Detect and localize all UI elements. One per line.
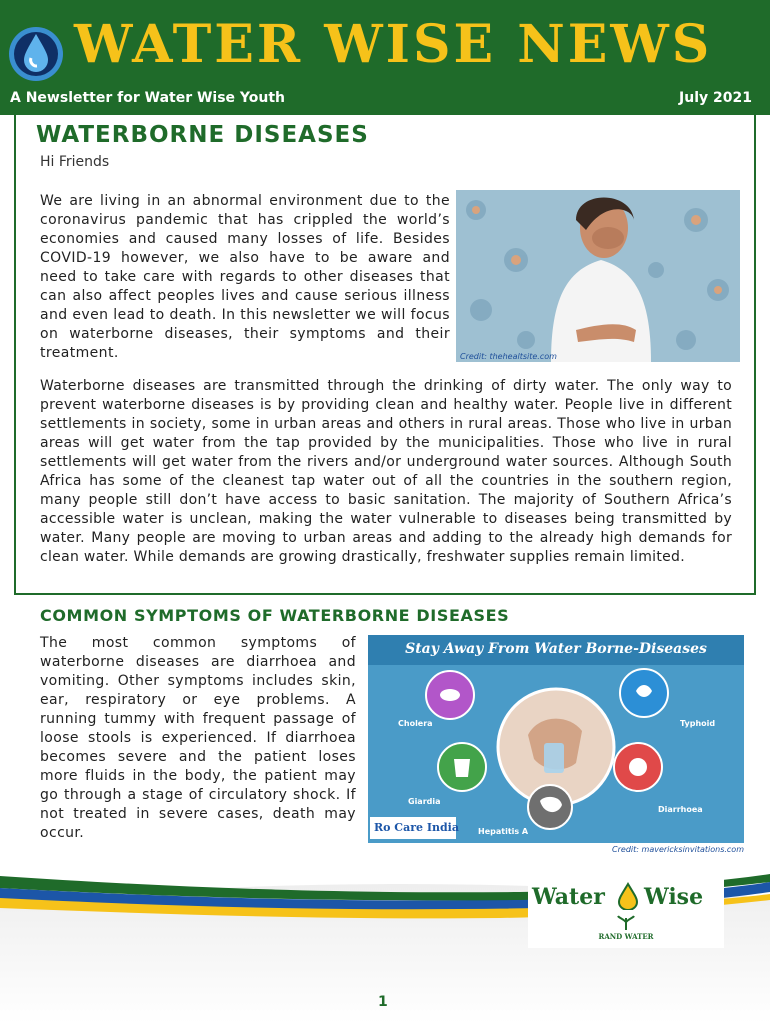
water-drop-icon xyxy=(4,20,68,84)
logo-leaf-icon xyxy=(616,914,636,930)
newsletter-subtitle: A Newsletter for Water Wise Youth xyxy=(10,90,286,106)
issue-date: July 2021 xyxy=(679,90,752,106)
intro-paragraph: We are living in an abnormal environment due to the coronavirus pandemic that has crippled the world’s economies and caused many losses of life. Besides COVID-19 however, we also have to be aware and need to take care with regards to other diseases that can also affect peoples lives and cause serious illness and even lead to death. In this newsletter we will focus on waterborne diseases, their symptoms and their treatment. xyxy=(40,193,450,361)
poster-label-typhoid: Typhoid xyxy=(680,719,716,728)
water-wise-logo xyxy=(528,876,724,948)
photo-credit: Credit: thehealtsite.com xyxy=(460,352,557,361)
poster-label-hepatitis: Hepatitis A xyxy=(478,827,529,836)
greeting: Hi Friends xyxy=(40,154,110,170)
symptoms-paragraph: The most common symptoms of waterborne diseases are diarrhoea and vomiting. Other symptoms includes skin, ear, respiratory or eye problems. A running tummy with frequent passage of loose stools is experienced. If diarrhoea becomes severe and the patient loses more fluids in the body, the patient may go through a stage of circulatory shock. If not treated in severe cases, death may occur. xyxy=(40,635,356,841)
sick-woman-photo xyxy=(456,190,740,362)
poster-title: Stay Away From Water Borne-Diseases xyxy=(405,641,707,657)
logo-text-water: Water xyxy=(532,884,605,910)
logo-drop-icon xyxy=(616,882,640,910)
article-heading: WATERBORNE DISEASES xyxy=(36,122,369,148)
page-number: 1 xyxy=(378,994,388,1010)
masthead xyxy=(0,0,770,115)
disease-poster xyxy=(368,635,744,843)
poster-label-cholera: Cholera xyxy=(398,719,433,728)
poster-brand: Ro Care India xyxy=(374,821,459,834)
poster-credit: Credit: mavericksinvitations.com xyxy=(612,845,744,854)
poster-label-giardia: Giardia xyxy=(408,797,441,806)
logo-text-wise: Wise xyxy=(644,884,704,910)
body-paragraph: Waterborne diseases are transmitted through the drinking of dirty water. The only way to prevent waterborne diseases is by providing clean and healthy water. People live in different settlements in society, some in urban areas and others in rural areas. Those who live in urban areas will get water from the tap provided by the municipalities. Those who live in rural settlements will get water from the rivers and/or underground water sources. Although South Africa has some of the cleanest tap water out of all the countries in the southern region, many people still don’t have access to basic sanitation. The majority of Southern Africa’s accessible water is unclean, making the water vulnerable to diseases being transmitted by water. Many people are moving to urban areas and adding to the already high demands for clean water. While demands are growing drastically, freshwater supplies remain limited. xyxy=(40,378,732,565)
logo-subtitle: RAND WATER xyxy=(598,932,654,941)
newsletter-title: WATER WISE NEWS xyxy=(74,14,713,75)
poster-label-diarrhoea: Diarrhoea xyxy=(658,805,703,814)
section-heading: COMMON SYMPTOMS OF WATERBORNE DISEASES xyxy=(40,606,510,625)
